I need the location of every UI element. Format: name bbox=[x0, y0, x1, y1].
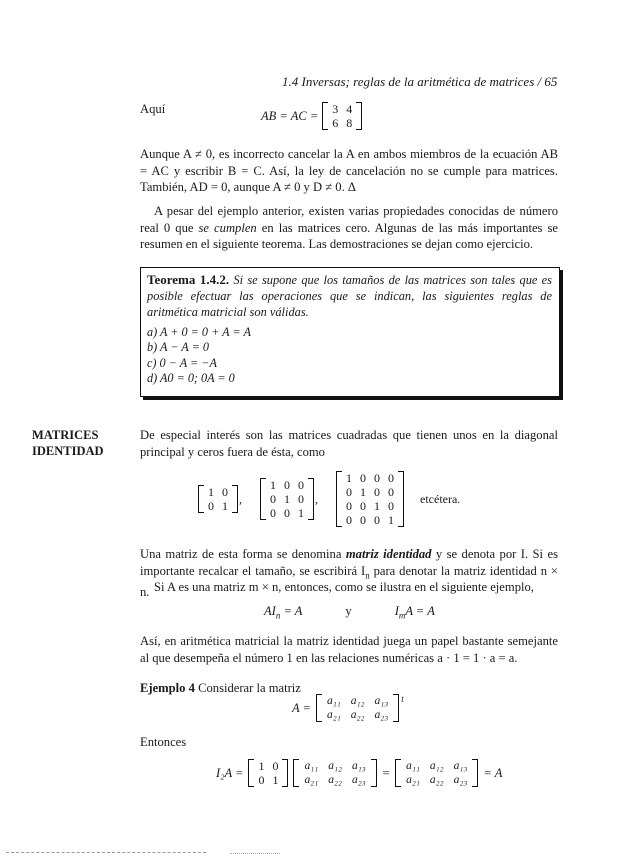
equation-ab-ac bbox=[261, 102, 362, 130]
theorem-item-b: b) A − A = 0 bbox=[147, 340, 209, 355]
matrix-a: a₁₁ a₁₂ a₁₃ a₂₁ a₂₂ a₂₃ bbox=[316, 694, 399, 722]
equation-identity-property: $AI_n = A$ y $I_mA = A$ bbox=[264, 604, 435, 621]
page-header: 1.4 Inversas; reglas de la aritmética de matrices / 65 bbox=[282, 74, 558, 89]
equation-lhs: AB = AC = bbox=[261, 108, 319, 123]
identity-matrices-row: 1 0 0 1 , 1 0 0 0 1 0 0 0 1 , 1 0 0 0 0 1 0 0 0 0 1 0 0 0 0 1 etcétera. bbox=[198, 459, 558, 539]
theorem-statement: Teorema 1.4.2. Si se supone que los tamaños de las matrices son tales que es posible efectuar las operaciones que se indican, las siguientes reglas de aritmética matricial son válidas. bbox=[147, 272, 553, 319]
matrix-3468: 3 4 6 8 bbox=[322, 102, 362, 130]
paragraph-identity-definition: Una matriz de esta forma se denomina matriz identidad y se denota por I. Si es importante recalcar el tamaño, se escribirá $I_n$ para denotar la matriz identidad n × n. bbox=[140, 547, 558, 599]
equation-i2a: I₂A = 1 0 0 1 a₁₁ a₁₂ a₁₃ a₂₁ a₂₂ a₂₃ = a₁₁ a₁₂ a₁₃ a₂₁ a₂₂ a₂₃ = A bbox=[216, 759, 503, 787]
etcetera-label: etcétera. bbox=[420, 491, 461, 506]
identity-matrix-4: 1 0 0 0 0 1 0 0 0 0 1 0 0 0 0 1 bbox=[336, 471, 404, 527]
example-heading: Ejemplo 4 Considerar la matriz bbox=[140, 681, 301, 695]
identity-matrix-2: 1 0 0 1 bbox=[198, 485, 238, 513]
section-intro: De especial interés son las matrices cuadradas que tienen unos en la diagonal principal y ceros fuera de ésta, como bbox=[140, 428, 558, 459]
scan-artifact-line bbox=[6, 852, 206, 853]
theorem-item-c: c) 0 − A = −A bbox=[147, 355, 217, 370]
entonces-label: Entonces bbox=[140, 735, 187, 749]
section-title: MATRICES IDENTIDAD bbox=[32, 428, 104, 458]
theorem-content bbox=[147, 272, 552, 386]
theorem-items bbox=[147, 325, 552, 386]
matrix-a-product: a₁₁ a₁₂ a₁₃ a₂₁ a₂₂ a₂₃ bbox=[293, 759, 376, 787]
paragraph-analogy: Así, en aritmética matricial la matriz identidad juega un papel bastante semejante al que desempeña el número 1 en las relaciones numéricas a · 1 = 1 · a = a. bbox=[140, 634, 558, 665]
example-matrix-a: A = a₁₁ a₁₂ a₁₃ a₂₁ a₂₂ a₂₃ t bbox=[292, 694, 404, 721]
paragraph-cancellation: Aunque A ≠ 0, es incorrecto cancelar la A en ambos miembros de la ecuación AB = AC y escribir B = C. Así, la ley de cancelación no se cumple para matrices. También, AD = 0, aunque A ≠ 0 y D ≠ 0. Δ bbox=[140, 147, 558, 194]
theorem-item-d: d) A0 = 0; 0A = 0 bbox=[147, 370, 235, 385]
scan-artifact-dots bbox=[230, 853, 280, 854]
matrix-a-result: a₁₁ a₁₂ a₁₃ a₂₁ a₂₂ a₂₃ bbox=[395, 759, 478, 787]
identity-matrix-i2: 1 0 0 1 bbox=[248, 759, 288, 787]
identity-matrix-3: 1 0 0 0 1 0 0 0 1 bbox=[260, 478, 314, 520]
theorem-item-a: a) A + 0 = 0 + A = A bbox=[147, 325, 251, 339]
theorem-title: Teorema 1.4.2. bbox=[147, 272, 230, 287]
example-label: Ejemplo 4 bbox=[140, 681, 195, 695]
paragraph-zero-properties: A pesar del ejemplo anterior, existen varias propiedades conocidas de número real 0 que se cumplen en las matrices cero. Algunas de las más importantes se resumen en el siguiente teorema. Las demostraciones se dejan como ejercicio. bbox=[140, 204, 558, 251]
aqui-label: Aquí bbox=[140, 102, 166, 116]
paragraph-mxn: Si A es una matriz m × n, entonces, como se ilustra en el siguiente ejemplo, bbox=[154, 580, 534, 594]
